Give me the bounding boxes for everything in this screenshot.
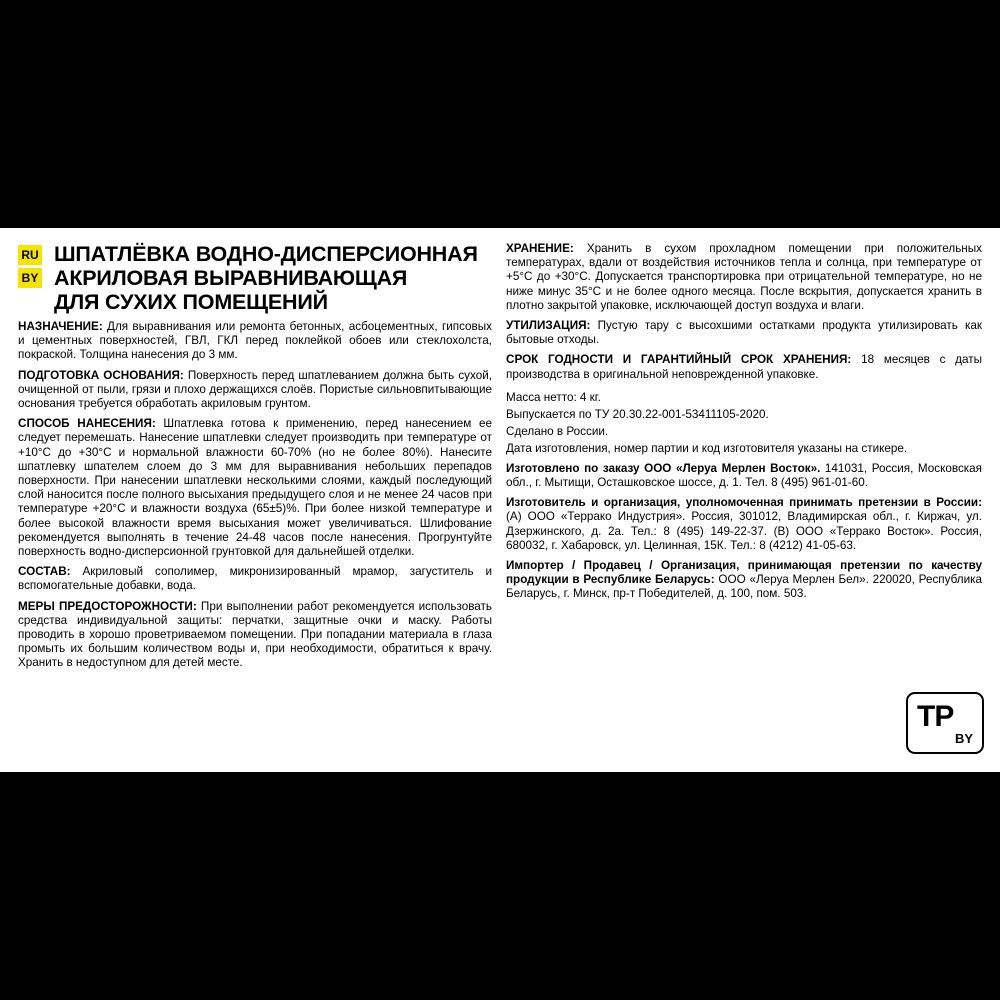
country-of-origin: Сделано в России. (506, 424, 609, 438)
section-composition (18, 559, 492, 593)
logo-main-text: TP (917, 700, 954, 733)
section-shelf-life (506, 347, 982, 381)
section-storage-heading: ХРАНЕНИЕ: (506, 242, 574, 255)
section-precautions-heading: МЕРЫ ПРЕДОСТОРОЖНОСТИ: (18, 599, 197, 613)
right-column (506, 242, 982, 602)
section-application-heading: СПОСОБ НАНЕСЕНИЯ: (18, 417, 156, 431)
language-badge-by: BY (18, 268, 42, 288)
section-disposal-heading: УТИЛИЗАЦИЯ: (506, 319, 591, 333)
net-weight: Масса нетто: 4 кг. (506, 390, 601, 404)
title-line-2: АКРИЛОВАЯ ВЫРАВНИВАЮЩАЯ (54, 266, 408, 290)
section-manufacturer-ru-text: (А) ООО «Террако Индустрия». Россия, 301012, Владимирская обл., г. Киржач, ул. Дзержинского, д. 2а. Тел.: 8 (495) 149-22-37. (В) ООО «Террако Восток». Россия, 680032, г. Хабаровск, ул. Целинная, 15К. Тел.: 8 (4212) 41-05-63. (506, 510, 982, 552)
section-application-text: Шпатлевка готова к применению, перед нанесением ее следует перемешать. Нанесение шпатлевки следует производить при температуре от +10°С до +30°С и нормальной влажности 60-70% (но не более 80%). Нанесите шпатлевку шпателем слоем до 3 мм для выравнивания небольших перепадов поверхности. При нанесении шпатлевки несколькими слоями, каждый последующий слой наносится после полного высыхания предыдущего слоя и не менее 24 часов при температуре +20°С и влажности воздуха (65±5)%. При более низкой температуре и более высокой влажности время высыхания может увеличиваться. Шлифование рекомендуется выполнять в течение 24-48 часов после нанесения. Прогрунтуйте поверхность водно-дисперсионной грунтовкой для дальнейшей отделки. (18, 417, 492, 559)
section-surface-prep-heading: ПОДГОТОВКА ОСНОВАНИЯ: (18, 368, 184, 382)
section-importer-by (506, 553, 982, 602)
section-manufacturer-ru (506, 490, 982, 553)
left-column (18, 242, 492, 671)
technical-spec: Выпускается по ТУ 20.30.22-001-53411105-2020. (506, 407, 769, 421)
section-purpose-heading: НАЗНАЧЕНИЕ: (18, 320, 103, 333)
logo-sub-text: BY (954, 731, 973, 746)
label-columns (0, 228, 1000, 772)
page-title (54, 242, 492, 314)
section-storage-text: Хранить в сухом прохладном помещении при положительных температурах, вдали от воздействия источников тепла и солнца, при температуре от +5°С до +30°С. Допускается транспортировка при отрицательной температуре, но не ниже минус 35°С и не более одного месяца. После вскрытия, допускается хранить в плотно закрытой упаковке, исключающей доступ воздуха и влаги. (506, 242, 982, 312)
section-precautions-text: При выполнении работ рекомендуется использовать средства индивидуальной защиты: перчатки, защитные очки и маску. Работы проводить в хорошо проветриваемом помещении. При попадании материала в глаза промыть их большим количеством воды и, при необходимости, обратиться к врачу. Хранить в недоступном для детей месте. (18, 599, 492, 670)
section-shelf-life-text: 18 месяцев с даты производства в оригинальной неповрежденной упаковке. (506, 353, 982, 381)
language-badge-ru: RU (18, 245, 42, 265)
section-composition-text: Акриловый сополимер, микронизированный мрамор, загуститель и вспомогательные добавки, вода. (18, 565, 492, 593)
section-importer-by-text: ООО «Леруа Мерлен Бел». 220020, Республика Беларусь, г. Минск, пр-т Победителей, д. 100, пом. 503. (506, 573, 982, 601)
section-surface-prep-text: Поверхность перед шпатлеванием должна быть сухой, очищенной от пыли, грязи и плохо держащихся слоёв. Пористые сильновпитывающие основания требуется обработать акриловым грунтом. (18, 368, 493, 411)
section-precautions (18, 594, 492, 671)
section-disposal-text: Пустую тару с высохшими остатками продукта утилизировать как бытовые отходы. (506, 319, 982, 347)
section-purpose-text: Для выравнивания или ремонта бетонных, асбоцементных, гипсовых и цементных поверхностей, ГВЛ, ГКЛ перед поклейкой обоев или стеклохолста, покраской. Толщина нанесения до 3 мм. (18, 320, 492, 362)
section-composition-heading: СОСТАВ: (18, 565, 71, 579)
section-purpose (18, 314, 492, 363)
title-line-1: ШПАТЛЁВКА ВОДНО-ДИСПЕРСИОННАЯ (54, 242, 478, 266)
tp-by-logo (906, 692, 984, 754)
production-date-note: Дата изготовления, номер партии и код изготовителя указаны на стикере. (506, 441, 908, 455)
product-label-page (0, 228, 1000, 772)
section-manufactured-for (506, 456, 982, 490)
section-manufacturer-ru-heading: Изготовитель и организация, уполномоченная принимать претензии в России: (506, 496, 982, 510)
section-manufactured-for-text: 141031, Россия, Московская обл., г. Мытищи, Осташковское шоссе, д. 1. Тел. 8 (495) 961-01-60. (506, 461, 982, 490)
section-disposal (506, 313, 982, 347)
section-surface-prep (18, 363, 492, 412)
title-line-3: ДЛЯ СУХИХ ПОМЕЩЕНИЙ (54, 290, 328, 314)
section-manufactured-for-heading: Изготовлено по заказу ООО «Леруа Мерлен Восток». (506, 461, 821, 475)
section-application (18, 411, 492, 559)
language-badges (18, 245, 46, 291)
section-shelf-life-heading: СРОК ГОДНОСТИ И ГАРАНТИЙНЫЙ СРОК ХРАНЕНИЯ: (506, 353, 852, 367)
section-storage (506, 242, 982, 313)
section-importer-by-heading: Импортер / Продавец / Организация, принимающая претензии по качеству продукции в Республике Беларусь: (506, 559, 982, 587)
